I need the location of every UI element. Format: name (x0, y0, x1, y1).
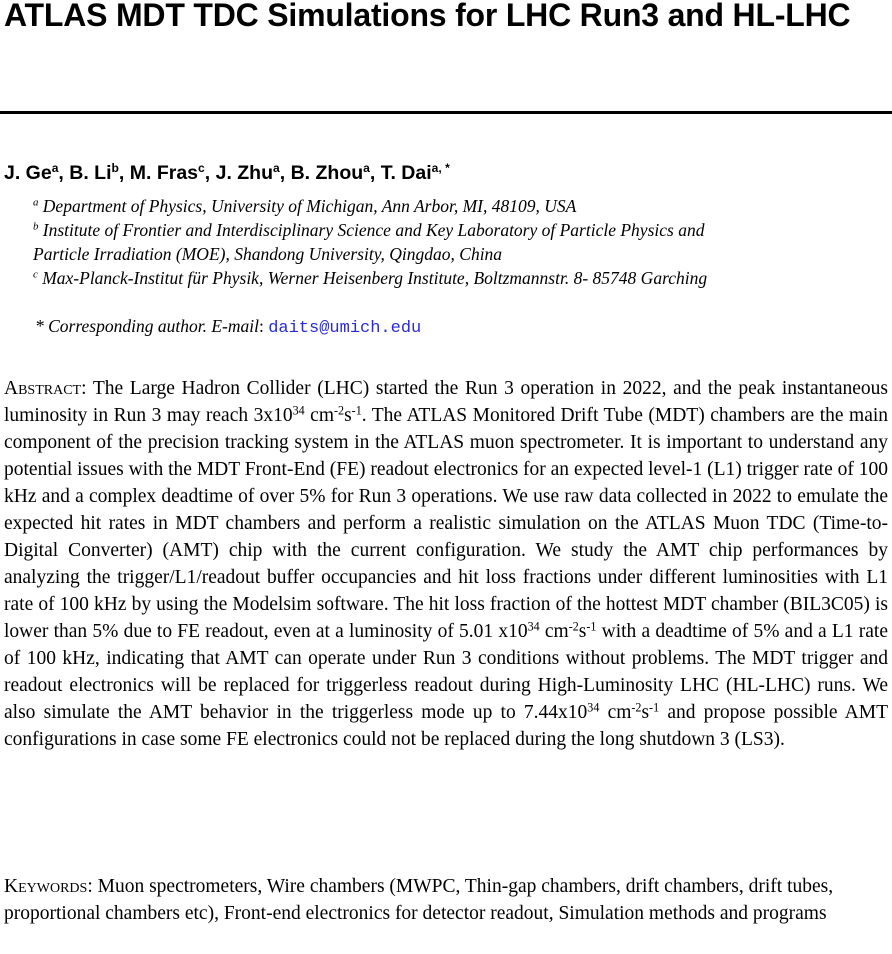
author: B. Li$^b$ (69, 160, 119, 184)
affiliation: $^b$ Institute of Frontier and Interdisciplinary Science and Key Laboratory of Particle Physics and (33, 220, 705, 240)
corresponding-label: * Corresponding author. E-mail (35, 316, 259, 336)
affiliation-continued: Particle Irradiation (MOE), Shandong University, Qingdao, China (33, 244, 503, 264)
paper-title: ATLAS MDT TDC Simulations for LHC Run3 and HL-LHC (4, 0, 851, 33)
keywords-label: Keywords (4, 876, 88, 897)
affiliation: $^a$ Department of Physics, University of Michigan, Ann Arbor, MI, 48109, USA (33, 196, 577, 216)
author-list (4, 161, 450, 185)
affiliation-mark: c (33, 268, 38, 281)
author-affiliation-mark: a, * (431, 160, 450, 175)
affiliation-mark: a (33, 196, 39, 209)
author: T. Dai$^{a, *}$ (380, 160, 450, 184)
author: B. Zhou$^a$ (290, 160, 370, 184)
affiliation-mark: b (33, 220, 39, 233)
keywords: Keywords: Muon spectrometers, Wire chambers (MWPC, Thin-gap chambers, drift chambers, drift tubes, proportional chambers etc), Front-end electronics for detector readout, Simulation methods and programs (4, 876, 834, 924)
author-affiliation-mark: a (273, 160, 280, 175)
author: M. Fras$^c$ (129, 160, 205, 184)
author-affiliation-mark: a (51, 160, 59, 175)
author-separator: , (118, 162, 130, 184)
abstract: Abstract: The Large Hadron Collider (LHC) started the Run 3 operation in 2022, and the peak instantaneous luminosity in Run 3 may reach $3x10^{34}$ $cm^{-2}s^{-1}$. The ATLAS Monitored Drift Tube (MDT) chambers are the main component of the precision tracking system in the ATLAS muon spectrometer. It is important to understand any potential issues with the MDT Front-End (FE) readout electronics for an expected level-1 (L1) trigger rate of 100 kHz and a complex deadtime of over 5% for Run 3 operations. We use raw data collected in 2022 to emulate the expected hit rates in MDT chambers and perform a realistic simulation on the ATLAS Muon TDC (Time-to-Digital Converter) (AMT) chip with the current configuration. We study the AMT chip performances by analyzing the trigger/L1/readout buffer occupancies and hit loss fractions under different luminosities with L1 rate of 100 kHz by using the Modelsim software. The hit loss fraction of the hottest MDT chamber (BIL3C05) is lower than 5% due to FE readout, even at a luminosity of 5.01 $x10^{34}$ $cm^{-2}s^{-1}$ with a deadtime of 5% and a L1 rate of 100 kHz, indicating that AMT can operate under Run 3 conditions without problems. The MDT trigger and readout electronics will be replaced for triggerless readout during High-Luminosity LHC (HL-LHC) runs. We also simulate the AMT behavior in the triggerless mode up to $7.44x10^{34}$ $cm^{-2}s^{-1}$ and propose possible AMT configurations in case some FE electronics could not be replaced during the long shutdown 3 (LS3). (4, 378, 889, 750)
author-affiliation-mark: c (198, 160, 205, 175)
author-separator: , (204, 162, 216, 184)
email-link[interactable]: daits@umich.edu (268, 319, 422, 338)
author-separator: , (369, 162, 381, 184)
title-divider (0, 111, 892, 114)
author: J. Ge$^a$ (4, 160, 59, 184)
author-separator: , (58, 162, 70, 184)
corresponding-author: * Corresponding author. E-mail: daits@umich.edu (35, 316, 422, 338)
abstract-label: Abstract (4, 378, 82, 399)
affiliation-list (33, 194, 863, 290)
author: J. Zhu$^a$ (215, 160, 280, 184)
affiliation: $^c$ Max-Planck-Institut für Physik, Werner Heisenberg Institute, Boltzmannstr. 8- 85748 Garching (33, 268, 708, 288)
author-separator: , (279, 162, 291, 184)
author-affiliation-mark: a (363, 160, 370, 175)
author-affiliation-mark: b (111, 160, 119, 175)
